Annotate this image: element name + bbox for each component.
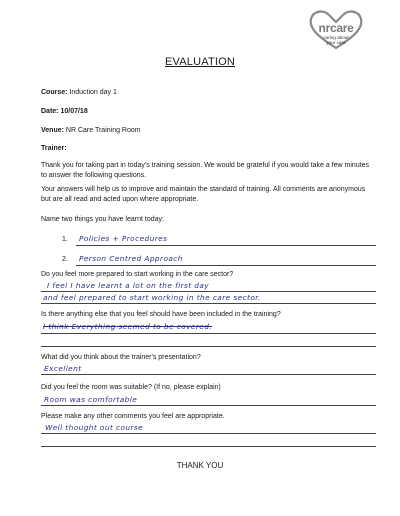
date-value: 10/07/18 xyxy=(60,108,88,115)
answer-prepared-line2: and feel prepared to start working in the care sector. xyxy=(43,293,261,302)
answer-line xyxy=(76,245,376,246)
closing-thanks: THANK YOU xyxy=(176,461,224,470)
trainer-label: Trainer: xyxy=(41,145,67,152)
answer-room: Room was comfortable xyxy=(44,395,138,404)
intro-text: Thank you for taking part in today's training session. We would be grateful if you would take a few minutes to answer the following questions. xyxy=(41,162,370,179)
logo-wordmark: nrcare xyxy=(318,21,354,35)
course-field xyxy=(41,89,117,96)
logo-tagline-line1: caring about xyxy=(323,35,349,40)
answer-line xyxy=(41,303,376,304)
answer-line xyxy=(41,405,376,406)
answer-learnt-1: Policies + Procedures xyxy=(79,234,168,243)
item-number-1: 1. xyxy=(62,236,68,243)
question-anything-else: Is there anything else that you feel should have been included in the training? xyxy=(41,311,281,318)
venue-value: NR Care Training Room xyxy=(65,127,141,134)
course-label: Course: xyxy=(41,89,68,96)
question-other-comments: Please make any other comments you feel are appropriate. xyxy=(41,413,225,420)
answer-line xyxy=(41,433,376,434)
answer-line xyxy=(76,265,376,266)
date-field xyxy=(41,108,88,115)
venue-field xyxy=(41,127,141,134)
venue-label: Venue: xyxy=(41,127,64,134)
answer-line xyxy=(41,446,376,447)
date-label: Date: xyxy=(41,108,59,115)
question-prepared: Do you feel more prepared to start working in the care sector? xyxy=(41,271,234,278)
answer-anything-else: I think Everything seemed to be covered. xyxy=(43,322,213,331)
privacy-text: Your answers will help us to improve and maintain the standard of training. All comments are anonymous but are all read and acted upon where appropriate. xyxy=(41,186,366,203)
question-presentation: What did you think about the trainer's presentation? xyxy=(41,354,201,361)
item-number-2: 2. xyxy=(62,256,68,263)
question-learnt: Name two things you have learnt today: xyxy=(41,216,164,223)
question-room: Did you feel the room was suitable? (If no, please explain) xyxy=(41,384,221,391)
trainer-field xyxy=(41,145,67,152)
answer-other-comments: Well thought out course xyxy=(45,423,144,432)
answer-presentation: Excellent xyxy=(44,364,82,373)
answer-line xyxy=(41,333,376,334)
answer-line xyxy=(41,374,376,375)
answer-line xyxy=(41,291,376,292)
form-title: EVALUATION xyxy=(164,56,236,68)
answer-line xyxy=(41,346,376,347)
answer-prepared-line1: I feel I have learnt a lot on the first day xyxy=(47,281,210,290)
logo-tagline-line2: your care xyxy=(326,40,346,45)
course-value: Induction day 1 xyxy=(69,89,117,96)
answer-learnt-2: Person Centred Approach xyxy=(79,254,183,263)
